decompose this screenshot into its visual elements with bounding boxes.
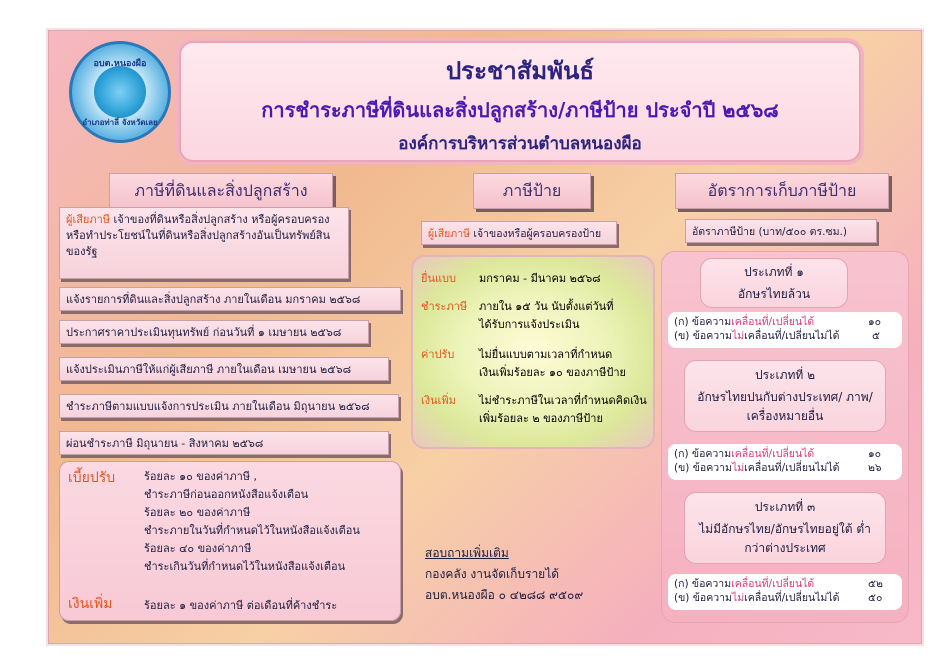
contact-phone: อบต.หนองผือ ๐ ๔๒๘๘ ๙๕๐๙ (425, 588, 584, 602)
row-keyword: เคลื่อนที่/เปลี่ยนได้ (731, 316, 815, 328)
sign-taxpayer-box (421, 221, 617, 245)
fine-label: เบี้ยปรับ (68, 470, 116, 486)
rate-row-a (674, 316, 814, 329)
rate-type-desc: ไม่มีอักษรไทย/อักษรไทยอยู่ใต้ ต่ำกว่าต่างประเทศ (699, 522, 871, 555)
row-suffix: เคลื่อนที่/เปลี่ยนไม่ได้ (744, 330, 840, 342)
row-keyword: เคลื่อนที่/เปลี่ยนได้ (731, 448, 815, 460)
sign-taxpayer-label: ผู้เสียภาษี (428, 228, 471, 240)
rate-row-a (674, 578, 814, 591)
row-prefix: (ข) ข้อความ (674, 592, 732, 604)
fine-lines (144, 468, 360, 576)
sign-tax-heading: ภาษีป้าย (473, 173, 591, 209)
sign-item-line: ไม่ชำระภาษีในเวลาที่กำหนดคิดเงิน (479, 394, 647, 407)
sign-item-label: ค่าปรับ (421, 348, 455, 361)
rate-type-desc: อักษรไทยล้วน (737, 287, 811, 301)
row-suffix: เคลื่อนที่/เปลี่ยนไม่ได้ (744, 592, 840, 604)
logo-top-text: อบต.หนองผือ (93, 59, 147, 69)
rate-type-1-rows (668, 312, 902, 348)
rate-value: ๕๒ (868, 578, 883, 590)
rate-type-desc: อักษรไทยปนกับต่างประเทศ/ ภาพ/เครื่องหมายอื่น (697, 390, 873, 423)
rate-type-2-rows (668, 444, 902, 480)
sign-item-line: เพิ่มร้อยละ ๒ ของภาษีป้าย (479, 412, 603, 425)
land-taxpayer-box (59, 207, 349, 279)
fine-line: ชำระภายในวันที่กำหนดไว้ในหนังสือแจ้งเตือน (144, 524, 360, 537)
sign-item-label: เงินเพิ่ม (421, 394, 456, 407)
rate-value: ๒๖ (868, 462, 882, 474)
surcharge-label: เงินเพิ่ม (68, 596, 113, 612)
rate-type-2-card (684, 360, 886, 432)
row-prefix: (ก) ข้อความ (674, 578, 732, 590)
sign-item-label: ยื่นแบบ (421, 272, 457, 285)
logo-bottom-text: อำเภอท่าลี่ จังหวัดเลย (82, 118, 158, 127)
row-keyword: ไม่ (731, 592, 745, 604)
land-step-5: ผ่อนชำระภาษี มิถุนายน - สิงหาคม ๒๕๖๘ (59, 431, 389, 455)
land-step-2: ประกาศราคาประเมินทุนทรัพย์ ก่อนวันที่ ๑ เมษายน ๒๕๖๘ (59, 320, 369, 344)
sign-item-line: มกราคม - มีนาคม ๒๕๖๘ (479, 272, 601, 285)
rate-row-a (674, 448, 814, 461)
land-step-1: แจ้งรายการที่ดินและสิ่งปลูกสร้าง ภายในเดือน มกราคม ๒๕๖๘ (59, 287, 401, 311)
row-prefix: (ข) ข้อความ (674, 462, 732, 474)
contact-title: สอบถามเพิ่มเติม (425, 546, 509, 560)
contact-block (425, 543, 625, 606)
fine-line: ร้อยละ ๔๐ ของค่าภาษี (144, 542, 252, 555)
rate-type-title: ประเภทที่ ๑ (744, 265, 804, 279)
land-taxpayer-label: ผู้เสียภาษี (66, 213, 111, 226)
row-suffix: เคลื่อนที่/เปลี่ยนไม่ได้ (744, 462, 840, 474)
fine-line: ร้อยละ ๑๐ ของค่าภาษี , (144, 470, 258, 483)
row-prefix: (ก) ข้อความ (674, 316, 732, 328)
row-keyword: ไม่ (731, 462, 745, 474)
rate-row-b (674, 330, 839, 343)
sign-item-line: ไม่ยื่นแบบตามเวลาที่กำหนด (479, 348, 613, 361)
sign-info-panel (411, 255, 655, 449)
land-taxpayer-text: เจ้าของที่ดินหรือสิ่งปลูกสร้าง หรือผู้ครอบครอง หรือทำประโยชน์ในที่ดินหรือสิ่งปลูกสร้างอันเป็นทรัพย์สินของรัฐ (66, 213, 331, 258)
rate-type-title: ประเภทที่ ๓ (754, 500, 816, 514)
land-tax-heading: ภาษีที่ดินและสิ่งปลูกสร้าง (109, 173, 333, 209)
page-title: ประชาสัมพันธ์ (445, 57, 595, 85)
sign-item-line: เงินเพิ่มร้อยละ ๑๐ ของภาษีป้าย (479, 366, 626, 379)
row-prefix: (ข) ข้อความ (674, 330, 732, 342)
rate-type-3-card (684, 492, 886, 564)
rate-type-1-card (700, 258, 848, 308)
fine-line: ชำระเกินวันที่กำหนดไว้ในหนังสือแจ้งเตือน (144, 560, 346, 573)
rate-value: ๕ (872, 330, 880, 342)
fine-line: ชำระภาษีก่อนออกหนังสือแจ้งเตือน (144, 488, 309, 501)
organization-logo (69, 41, 171, 143)
title-banner (179, 41, 861, 162)
sign-item-line: ได้รับการแจ้งประเมิน (479, 318, 580, 331)
sign-rate-panel (661, 251, 909, 623)
rate-value: ๕๐ (868, 592, 883, 604)
contact-dept: กองคลัง งานจัดเก็บรายได้ (425, 567, 560, 581)
fine-line: ร้อยละ ๒๐ ของค่าภาษี (144, 506, 251, 519)
sign-rate-label-box: อัตราภาษีป้าย (บาท/๕๐๐ ตร.ซม.) (685, 219, 877, 243)
rate-row-b (674, 592, 839, 605)
rate-type-3-rows (668, 574, 902, 610)
rate-value: ๑๐ (868, 316, 882, 328)
surcharge-text: ร้อยละ ๑ ของค่าภาษี ต่อเดือนที่ค้างชำระ (144, 599, 338, 612)
rate-type-title: ประเภทที่ ๒ (754, 368, 816, 382)
poster (48, 30, 922, 644)
sign-taxpayer-text: เจ้าของหรือผู้ครอบครองป้าย (470, 228, 602, 240)
sign-item-label: ชำระภาษี (421, 300, 468, 313)
page-subtitle: การชำระภาษีที่ดินและสิ่งปลูกสร้าง/ภาษีป้าย ประจำปี ๒๕๖๘ (261, 98, 779, 122)
land-step-4: ชำระภาษีตามแบบแจ้งการประเมิน ภายในเดือน มิถุนายน ๒๕๖๘ (59, 394, 399, 418)
row-keyword: เคลื่อนที่/เปลี่ยนได้ (731, 578, 815, 590)
sign-item-line: ภายใน ๑๕ วัน นับตั้งแต่วันที่ (479, 300, 614, 313)
rate-value: ๑๐ (868, 448, 882, 460)
land-fines-box (59, 461, 401, 621)
land-step-3: แจ้งประเมินภาษีให้แก่ผู้เสียภาษี ภายในเดือน เมษายน ๒๕๖๘ (59, 357, 389, 381)
sign-rate-heading: อัตราการเก็บภาษีป้าย (675, 173, 889, 209)
rate-row-b (674, 462, 839, 475)
row-prefix: (ก) ข้อความ (674, 448, 732, 460)
row-keyword: ไม่ (731, 330, 745, 342)
logo-emblem (94, 66, 146, 118)
organization-name: องค์การบริหารส่วนตำบลหนองผือ (398, 134, 642, 154)
